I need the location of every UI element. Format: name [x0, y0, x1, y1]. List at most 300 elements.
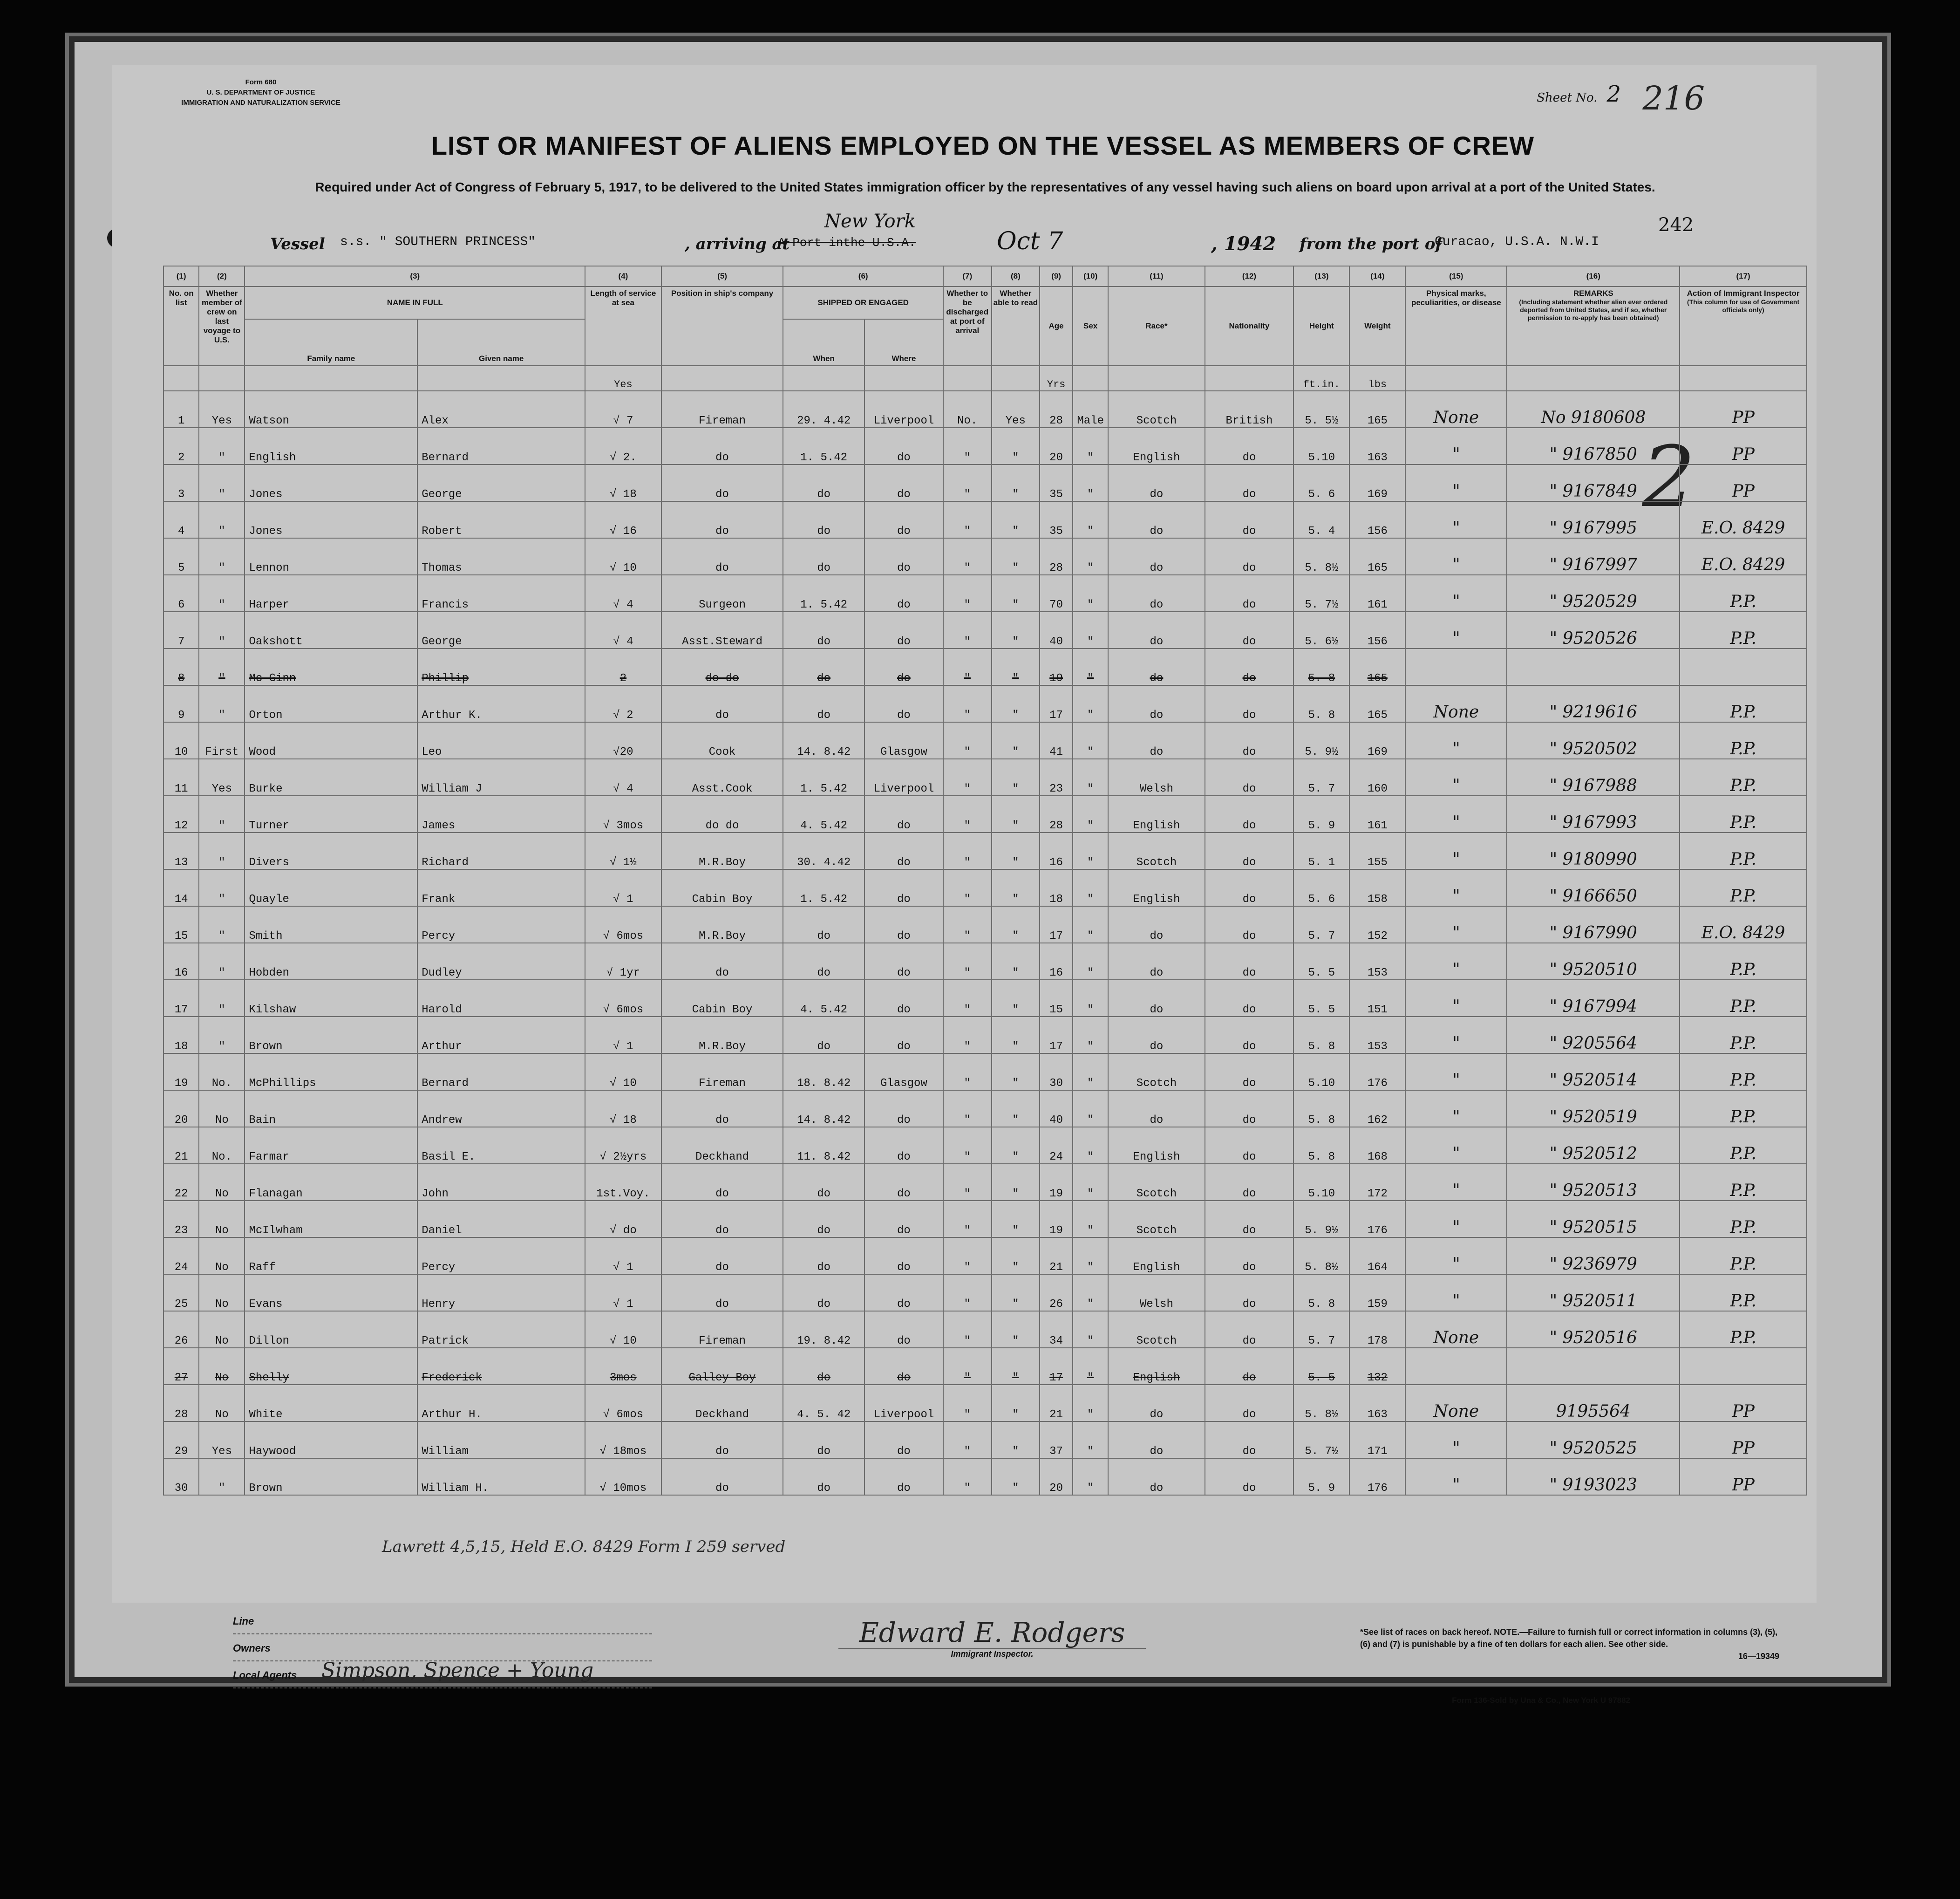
cell-race: do	[1108, 943, 1205, 980]
cell-family-name: Divers	[245, 833, 417, 869]
cell-position: Fireman	[661, 1053, 783, 1090]
table-row	[163, 980, 1807, 1017]
cell-height: 5. 8½	[1293, 538, 1349, 575]
cell-position: M.R.Boy	[661, 906, 783, 943]
cell-engaged-where: do	[864, 1348, 943, 1385]
cell-position: do	[661, 428, 783, 465]
cell-height: 5. 5	[1293, 980, 1349, 1017]
cell-engaged-when: 29. 4.42	[783, 391, 864, 428]
cell-discharged: "	[943, 1274, 992, 1311]
column-number: (16)	[1507, 266, 1680, 287]
cell-remarks: " 9193023	[1507, 1458, 1680, 1495]
cell-given-name: Thomas	[417, 538, 585, 575]
cell-age: 21	[1040, 1237, 1073, 1274]
cell-position: do	[661, 1458, 783, 1495]
cell-length-service: √ 1	[585, 869, 661, 906]
cell-row-number: 21	[163, 1127, 199, 1164]
cell-nationality: do	[1205, 1274, 1294, 1311]
cell-height: 5. 5½	[1293, 391, 1349, 428]
cell-race: English	[1108, 1237, 1205, 1274]
table-row	[163, 1385, 1807, 1421]
cell-sex: "	[1073, 1164, 1108, 1201]
vessel-name: s.s. " SOUTHERN PRINCESS"	[340, 235, 536, 249]
cell-row-number: 17	[163, 980, 199, 1017]
cell-engaged-when: 14. 8.42	[783, 722, 864, 759]
agent-fields	[233, 1607, 652, 1688]
column-number: (1)	[163, 266, 199, 287]
cell-height: 5. 5	[1293, 943, 1349, 980]
cell-position: do	[661, 685, 783, 722]
cell-engaged-when: do	[783, 1421, 864, 1458]
cell-last-voyage: "	[199, 575, 245, 612]
cell-position: Asst.Steward	[661, 612, 783, 649]
action-title: Action of Immigrant Inspector	[1687, 289, 1800, 298]
cell-age: 41	[1040, 722, 1073, 759]
cell-able-to-read: "	[992, 1053, 1040, 1090]
cell-physical-marks: "	[1405, 501, 1507, 538]
cell-remarks: " 9166650	[1507, 869, 1680, 906]
cell-remarks: " 9520519	[1507, 1090, 1680, 1127]
cell-position: Asst.Cook	[661, 759, 783, 796]
cell-nationality: do	[1205, 796, 1294, 833]
cell-length-service: √ 3mos	[585, 796, 661, 833]
cell-remarks	[1507, 649, 1680, 685]
arrival-date: Oct 7	[997, 227, 1063, 255]
cell-engaged-when: 18. 8.42	[783, 1053, 864, 1090]
cell-action: P.P.	[1680, 833, 1807, 869]
cell-weight: 161	[1349, 575, 1405, 612]
cell-engaged-where: do	[864, 649, 943, 685]
cell-discharged: "	[943, 796, 992, 833]
cell-able-to-read: "	[992, 1090, 1040, 1127]
cell-last-voyage: No	[199, 1201, 245, 1237]
cell-age: 28	[1040, 796, 1073, 833]
cell-height: 5. 7½	[1293, 1421, 1349, 1458]
cell-weight: 171	[1349, 1421, 1405, 1458]
cell-row-number: 24	[163, 1237, 199, 1274]
cell-position: Cook	[661, 722, 783, 759]
cell-race: English	[1108, 796, 1205, 833]
table-row	[163, 575, 1807, 612]
cell-physical-marks: "	[1405, 538, 1507, 575]
cell-family-name: Jones	[245, 465, 417, 501]
remarks-title: REMARKS	[1573, 289, 1613, 298]
cell-position: Cabin Boy	[661, 869, 783, 906]
cell-engaged-where: do	[864, 796, 943, 833]
cell-discharged: "	[943, 1348, 992, 1385]
cell-family-name: Harper	[245, 575, 417, 612]
cell-given-name: Richard	[417, 833, 585, 869]
header-member-last-voyage: Whether member of crew on last voyage to U.S.	[199, 287, 245, 366]
cell-engaged-where: do	[864, 1090, 943, 1127]
cell-discharged: "	[943, 1237, 992, 1274]
cell-able-to-read: "	[992, 1017, 1040, 1053]
cell-given-name: James	[417, 796, 585, 833]
cell-engaged-where: do	[864, 685, 943, 722]
cell-race: do	[1108, 1090, 1205, 1127]
cell-age: 17	[1040, 1017, 1073, 1053]
cell-position: Cabin Boy	[661, 980, 783, 1017]
cell-position: do	[661, 501, 783, 538]
cell-discharged: "	[943, 649, 992, 685]
margin-page-number: 216	[1642, 79, 1705, 117]
cell-physical-marks: "	[1405, 869, 1507, 906]
cell-remarks: " 9520502	[1507, 722, 1680, 759]
cell-remarks: " 9167994	[1507, 980, 1680, 1017]
cell-length-service: √ 4	[585, 612, 661, 649]
column-number: (12)	[1205, 266, 1294, 287]
cell-sex: "	[1073, 1090, 1108, 1127]
cell-physical-marks: None	[1405, 1385, 1507, 1421]
arrival-year: , 1942	[1211, 233, 1276, 255]
cell-race: Welsh	[1108, 1274, 1205, 1311]
cell-engaged-where: do	[864, 1017, 943, 1053]
cell-given-name: Arthur	[417, 1017, 585, 1053]
cell-able-to-read: "	[992, 722, 1040, 759]
cell-last-voyage: Yes	[199, 391, 245, 428]
cell-weight: 153	[1349, 1017, 1405, 1053]
table-row	[163, 1201, 1807, 1237]
agents-value: Simpson, Spence + Young	[321, 1659, 594, 1682]
cell-physical-marks: "	[1405, 1421, 1507, 1458]
cell-last-voyage: "	[199, 1017, 245, 1053]
cell-engaged-when: 1. 5.42	[783, 759, 864, 796]
cell-height: 5. 8	[1293, 685, 1349, 722]
cell-action: PP	[1680, 1421, 1807, 1458]
cell-physical-marks: "	[1405, 1053, 1507, 1090]
cell-weight: 161	[1349, 796, 1405, 833]
cell-family-name: Brown	[245, 1017, 417, 1053]
cell-row-number: 29	[163, 1421, 199, 1458]
cell-given-name: Frank	[417, 869, 585, 906]
cell-row-number: 18	[163, 1017, 199, 1053]
cell-length-service: √ 2.	[585, 428, 661, 465]
cell-race: do	[1108, 722, 1205, 759]
cell-age: 17	[1040, 906, 1073, 943]
cell-weight: 165	[1349, 685, 1405, 722]
cell-remarks: " 9167990	[1507, 906, 1680, 943]
cell-family-name: Wood	[245, 722, 417, 759]
cell-position: Surgeon	[661, 575, 783, 612]
column-number: (8)	[992, 266, 1040, 287]
cell-engaged-where: do	[864, 612, 943, 649]
cell-position: do	[661, 538, 783, 575]
cell-engaged-where: do	[864, 833, 943, 869]
cell-nationality: do	[1205, 943, 1294, 980]
cell-row-number: 3	[163, 465, 199, 501]
table-row	[163, 391, 1807, 428]
cell-length-service: √ 18	[585, 1090, 661, 1127]
cell-position: do	[661, 1164, 783, 1201]
cell-sex: "	[1073, 1385, 1108, 1421]
cell-engaged-where: do	[864, 943, 943, 980]
cell-race: Welsh	[1108, 759, 1205, 796]
column-number: (11)	[1108, 266, 1205, 287]
column-number: (9)	[1040, 266, 1073, 287]
table-row	[163, 1348, 1807, 1385]
arriving-label: , arriving at	[685, 235, 790, 253]
cell-sex: "	[1073, 685, 1108, 722]
cell-family-name: Haywood	[245, 1421, 417, 1458]
agents-label: Local Agents	[233, 1669, 297, 1681]
header-age: Age	[1040, 287, 1073, 366]
cell-able-to-read: "	[992, 575, 1040, 612]
cell-weight: 153	[1349, 943, 1405, 980]
cell-last-voyage: No	[199, 1348, 245, 1385]
cell-able-to-read: "	[992, 906, 1040, 943]
cell-physical-marks: "	[1405, 1164, 1507, 1201]
cell-engaged-where: do	[864, 1421, 943, 1458]
header-length-service: Length of service at sea	[585, 287, 661, 366]
cell-last-voyage: "	[199, 943, 245, 980]
cell-weight: 152	[1349, 906, 1405, 943]
cell-family-name: Dillon	[245, 1311, 417, 1348]
cell-height: 5. 8½	[1293, 1385, 1349, 1421]
side-mark: 2	[1642, 429, 1695, 526]
manifest-sheet	[75, 42, 1882, 1705]
cell-sex: "	[1073, 1421, 1108, 1458]
cell-height: 5.10	[1293, 1053, 1349, 1090]
cell-remarks: " 9167849	[1507, 465, 1680, 501]
cell-height: 5. 9½	[1293, 722, 1349, 759]
cell-family-name: McIlwham	[245, 1201, 417, 1237]
vessel-label: Vessel	[270, 235, 325, 253]
cell-action: P.P.	[1680, 796, 1807, 833]
cell-age: 20	[1040, 428, 1073, 465]
table-row	[163, 1458, 1807, 1495]
cell-given-name: Alex	[417, 391, 585, 428]
cell-remarks: " 9520514	[1507, 1053, 1680, 1090]
remarks-note: (Including statement whether alien ever ordered deported from United States, and if so, whether permission to re-apply has been obtained)	[1519, 298, 1668, 321]
cell-height: 5. 7	[1293, 759, 1349, 796]
form-body	[112, 65, 1817, 1705]
cell-engaged-when: 30. 4.42	[783, 833, 864, 869]
cell-remarks: No 9180608	[1507, 391, 1680, 428]
cell-nationality: British	[1205, 391, 1294, 428]
cell-physical-marks: "	[1405, 1201, 1507, 1237]
cell-last-voyage: Yes	[199, 759, 245, 796]
line-field	[233, 1607, 652, 1634]
cell-row-number: 30	[163, 1458, 199, 1495]
cell-sex: Male	[1073, 391, 1108, 428]
cell-age: 37	[1040, 1421, 1073, 1458]
cell-age: 15	[1040, 980, 1073, 1017]
cell-height: 5. 6	[1293, 465, 1349, 501]
cell-last-voyage: Yes	[199, 1421, 245, 1458]
cell-discharged: "	[943, 833, 992, 869]
cell-action: PP	[1680, 1458, 1807, 1495]
cell-able-to-read: "	[992, 1201, 1040, 1237]
cell-nationality: do	[1205, 685, 1294, 722]
cell-physical-marks	[1405, 649, 1507, 685]
cell-sex: "	[1073, 796, 1108, 833]
cell-remarks: " 9520525	[1507, 1421, 1680, 1458]
cell-nationality: do	[1205, 649, 1294, 685]
cell-discharged: "	[943, 759, 992, 796]
cell-nationality: do	[1205, 722, 1294, 759]
cell-nationality: do	[1205, 1385, 1294, 1421]
cell-last-voyage: "	[199, 649, 245, 685]
cell-family-name: Quayle	[245, 869, 417, 906]
cell-position: do	[661, 1237, 783, 1274]
cell-sex: "	[1073, 1053, 1108, 1090]
cell-discharged: "	[943, 538, 992, 575]
header-height: Height	[1293, 287, 1349, 366]
cell-remarks: " 9520512	[1507, 1127, 1680, 1164]
cell-length-service: √ 6mos	[585, 1385, 661, 1421]
units-row	[163, 366, 1807, 391]
owners-label: Owners	[233, 1642, 271, 1654]
cell-height: 5. 9	[1293, 796, 1349, 833]
cell-sex: "	[1073, 649, 1108, 685]
cell-sex: "	[1073, 1274, 1108, 1311]
cell-row-number: 25	[163, 1274, 199, 1311]
cell-length-service: √ 2	[585, 685, 661, 722]
cell-sex: "	[1073, 1127, 1108, 1164]
cell-row-number: 10	[163, 722, 199, 759]
header-when: When	[783, 319, 864, 366]
cell-engaged-when: do	[783, 685, 864, 722]
cell-action: PP	[1680, 391, 1807, 428]
cell-engaged-where: do	[864, 980, 943, 1017]
cell-remarks: " 9180990	[1507, 833, 1680, 869]
cell-row-number: 16	[163, 943, 199, 980]
cell-engaged-when: do	[783, 943, 864, 980]
cell-weight: 155	[1349, 833, 1405, 869]
vessel-line	[270, 211, 1723, 256]
cell-engaged-when: do	[783, 1348, 864, 1385]
cell-physical-marks: "	[1405, 943, 1507, 980]
cell-family-name: English	[245, 428, 417, 465]
header-discharged: Whether to be discharged at port of arrival	[943, 287, 992, 366]
cell-nationality: do	[1205, 1348, 1294, 1385]
cell-row-number: 11	[163, 759, 199, 796]
column-number: (14)	[1349, 266, 1405, 287]
cell-engaged-when: 1. 5.42	[783, 869, 864, 906]
cell-given-name: Daniel	[417, 1201, 585, 1237]
cell-able-to-read: "	[992, 1237, 1040, 1274]
cell-discharged: "	[943, 465, 992, 501]
cell-height: 5. 8½	[1293, 1237, 1349, 1274]
cell-physical-marks: "	[1405, 1458, 1507, 1495]
from-port: Curacao, U.S.A. N.W.I	[1435, 235, 1599, 249]
cell-last-voyage: "	[199, 796, 245, 833]
cell-race: do	[1108, 685, 1205, 722]
cell-engaged-where: Liverpool	[864, 759, 943, 796]
cell-last-voyage: No.	[199, 1053, 245, 1090]
cell-discharged: "	[943, 1017, 992, 1053]
cell-physical-marks: "	[1405, 759, 1507, 796]
cell-age: 35	[1040, 465, 1073, 501]
cell-weight: 160	[1349, 759, 1405, 796]
cell-engaged-where: do	[864, 465, 943, 501]
cell-family-name: Brown	[245, 1458, 417, 1495]
cell-action	[1680, 649, 1807, 685]
cell-last-voyage: "	[199, 501, 245, 538]
table-row	[163, 722, 1807, 759]
units-weight: lbs	[1349, 366, 1405, 391]
cell-row-number: 13	[163, 833, 199, 869]
cell-race: do	[1108, 906, 1205, 943]
cell-sex: "	[1073, 1237, 1108, 1274]
cell-row-number: 1	[163, 391, 199, 428]
cell-engaged-where: do	[864, 1201, 943, 1237]
cell-nationality: do	[1205, 1458, 1294, 1495]
signature-text: Edward E. Rodgers	[838, 1617, 1146, 1649]
table-row	[163, 1127, 1807, 1164]
cell-position: do	[661, 1421, 783, 1458]
cell-age: 34	[1040, 1311, 1073, 1348]
cell-race: do	[1108, 1421, 1205, 1458]
cell-engaged-where: do	[864, 1127, 943, 1164]
cell-race: Scotch	[1108, 1164, 1205, 1201]
cell-age: 28	[1040, 391, 1073, 428]
cell-nationality: do	[1205, 1090, 1294, 1127]
cell-length-service: √ 10	[585, 1311, 661, 1348]
table-row	[163, 1017, 1807, 1053]
table-row	[163, 1164, 1807, 1201]
arriving-handwritten: New York	[824, 211, 916, 232]
column-number: (17)	[1680, 266, 1807, 287]
cell-family-name: Hobden	[245, 943, 417, 980]
cell-last-voyage: No	[199, 1237, 245, 1274]
header-sex: Sex	[1073, 287, 1108, 366]
cell-family-name: Jones	[245, 501, 417, 538]
cell-race: do	[1108, 575, 1205, 612]
cell-weight: 163	[1349, 1385, 1405, 1421]
cell-age: 30	[1040, 1053, 1073, 1090]
cell-length-service: √ 1	[585, 1237, 661, 1274]
cell-able-to-read: "	[992, 1274, 1040, 1311]
column-number: (7)	[943, 266, 992, 287]
cell-physical-marks: "	[1405, 722, 1507, 759]
cell-discharged: "	[943, 906, 992, 943]
cell-remarks: " 9520510	[1507, 943, 1680, 980]
cell-discharged: "	[943, 685, 992, 722]
cell-nationality: do	[1205, 575, 1294, 612]
cell-position: Deckhand	[661, 1127, 783, 1164]
cell-able-to-read: "	[992, 1385, 1040, 1421]
inspector-signature	[838, 1617, 1146, 1659]
cell-row-number: 4	[163, 501, 199, 538]
cell-family-name: Shelly	[245, 1348, 417, 1385]
cell-family-name: Smith	[245, 906, 417, 943]
header-given-name: Given name	[417, 319, 585, 366]
header-position: Position in ship's company	[661, 287, 783, 366]
cell-height: 5. 8	[1293, 649, 1349, 685]
cell-engaged-when: 4. 5.42	[783, 980, 864, 1017]
cell-family-name: Farmar	[245, 1127, 417, 1164]
cell-position: do	[661, 943, 783, 980]
cell-weight: 156	[1349, 612, 1405, 649]
cell-engaged-when: 1. 5.42	[783, 575, 864, 612]
cell-able-to-read: "	[992, 759, 1040, 796]
cell-length-service: √ 18mos	[585, 1421, 661, 1458]
cell-family-name: White	[245, 1385, 417, 1421]
cell-able-to-read: "	[992, 869, 1040, 906]
table-row	[163, 612, 1807, 649]
cell-able-to-read: "	[992, 465, 1040, 501]
cell-age: 19	[1040, 1164, 1073, 1201]
cell-height: 5. 7½	[1293, 575, 1349, 612]
cell-age: 26	[1040, 1274, 1073, 1311]
cell-position: M.R.Boy	[661, 833, 783, 869]
cell-nationality: do	[1205, 1053, 1294, 1090]
cell-height: 5. 6½	[1293, 612, 1349, 649]
cell-action: E.O. 8429	[1680, 906, 1807, 943]
cell-sex: "	[1073, 1017, 1108, 1053]
cell-nationality: do	[1205, 1017, 1294, 1053]
